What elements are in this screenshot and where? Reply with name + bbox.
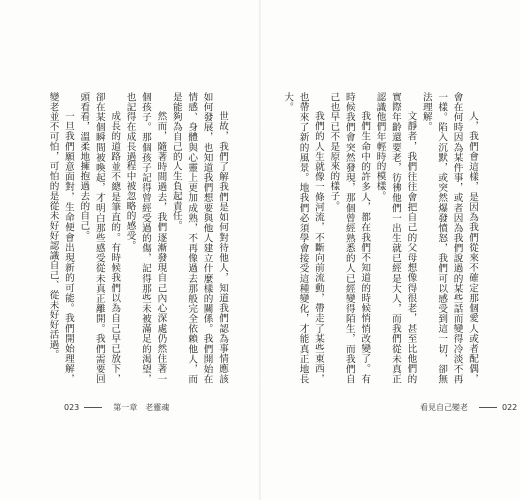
paragraph: 成長的道路並不總是筆直的。有時候我們以為自己早已放下，卻在某個瞬間被喚起，才明白那些感受從未真正離開。我們需要回頭看看，溫柔地擁抱過去的自己。	[78, 92, 121, 384]
footer-rule	[84, 407, 102, 408]
page-number: 022	[502, 403, 518, 412]
paragraph: 人，我們會這樣，是因為我們從來不確定那個愛人或者配偶，會在何時因為某件事，或者因為我們說過的某些話而變得冷淡不再一樣。陷入沉默，或突然爆發憤怒，我們可以感受到這一切，卻無法理解。	[420, 92, 478, 384]
page-number: 023	[64, 403, 80, 412]
footer-rule	[479, 407, 497, 408]
left-body-text	[47, 92, 230, 384]
paragraph: 文靜者，我們往往會把自己的父母想像得很老，甚至比他們的實際年齡還要老，彷彿他們一出生就已經是大人，而我們從未真正認識他們年輕時的模樣。	[374, 92, 417, 384]
left-footer	[64, 402, 169, 413]
paragraph: 世故，我們了解我們是如何對待他人，知道我們認為事情應該如何發展，也知道我們想要與他人建立什麼樣的關係。我們開始在情感、身體與心靈上更加成熟，不再像過去那般完全依賴他人，而是能夠為自己的人生負起責任。	[170, 92, 228, 384]
paragraph: 我們生命中的許多人，都在我們不知道的時候悄悄改變了。有時候我們會突然發現，那個曾經熟悉的人已經變得陌生，而我們自己也早已不是原來的樣子。	[328, 92, 371, 384]
right-page	[260, 0, 520, 500]
paragraph: 一旦我們願意面對，生命便會出現新的可能。我們開始理解，變老並不可怕，可怕的是從未好好認識自己、從未好好活過。	[47, 92, 74, 384]
running-head: 第一章 老靈魂	[113, 403, 170, 412]
right-footer	[420, 402, 517, 413]
paragraph: 我們的人生就像一條河流，不斷向前流動，帶走了某些東西，也帶來了新的風景。地我們必須學會接受這種變化，才能真正地長大。	[282, 92, 324, 384]
paragraph: 然而，隨著時間過去，我們逐漸發現自己內心深處仍然住著一個孩子。那個孩子記得曾經受過的傷，記得那些未被滿足的渴望，也記得在成長過程中被忽略的感受。	[124, 92, 167, 384]
running-head: 看見自己變老	[420, 403, 468, 412]
right-body-text	[282, 92, 480, 384]
